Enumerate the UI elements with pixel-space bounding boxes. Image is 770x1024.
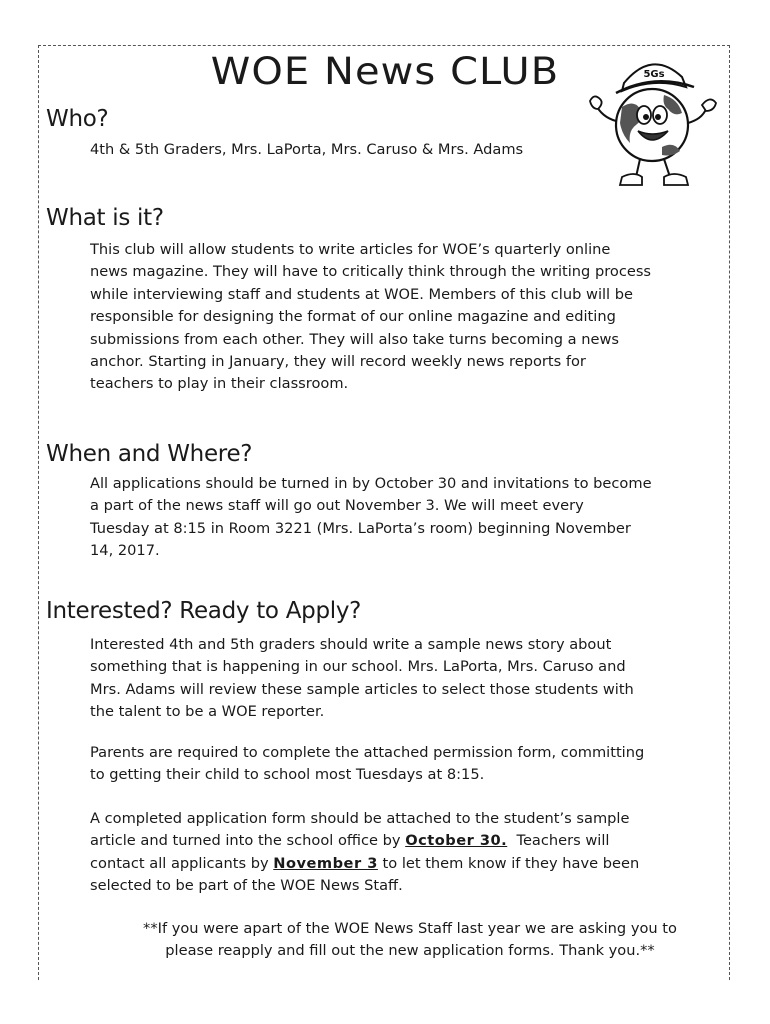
what-line: responsible for designing the format of our online magazine and editing: [90, 308, 616, 326]
note-line: **If you were apart of the WOE News Staff last year we are asking you to: [143, 920, 677, 937]
section-heading-apply: Interested? Ready to Apply?: [46, 598, 362, 624]
deadline-november: November 3: [273, 854, 378, 872]
section-heading-who: Who?: [46, 106, 109, 132]
apply-paragraph-3: [90, 808, 720, 898]
section-heading-when: When and Where?: [46, 441, 253, 467]
apply-line: Parents are required to complete the attached permission form, committing: [90, 744, 645, 761]
what-line: This club will allow students to write articles for WOE’s quarterly online: [90, 241, 611, 258]
when-text: [90, 473, 720, 563]
apply-line: the talent to be a WOE reporter.: [90, 703, 325, 721]
when-line: 14, 2017.: [90, 542, 160, 560]
when-line: All applications should be turned in by October 30 and invitations to become: [90, 475, 652, 492]
when-line: Tuesday at 8:15 in Room 3221 (Mrs. LaPorta’s room) beginning November: [90, 519, 631, 537]
globe-mascot-illustration: [582, 47, 722, 195]
apply-paragraph-2: [90, 742, 720, 787]
reapply-note: [90, 918, 730, 963]
apply-text: Teachers will: [507, 832, 610, 850]
mascot-badge-text: 5Gs: [643, 69, 665, 80]
apply-text: contact all applicants by: [90, 854, 274, 872]
apply-line: A completed application form should be attached to the student’s sample: [90, 810, 630, 827]
apply-line: [90, 830, 720, 852]
apply-line: selected to be part of the WOE News Staff.: [90, 877, 403, 895]
deadline-october: October 30.: [405, 832, 508, 850]
apply-line: Interested 4th and 5th graders should write a sample news story about: [90, 636, 612, 653]
what-line: teachers to play in their classroom.: [90, 375, 349, 393]
section-heading-what: What is it?: [46, 205, 164, 231]
what-line: anchor. Starting in January, they will record weekly news reports for: [90, 353, 586, 371]
when-line: a part of the news staff will go out November 3. We will meet every: [90, 497, 584, 515]
who-text: [90, 139, 720, 161]
apply-text: to let them know if they have been: [377, 854, 640, 872]
what-line: while interviewing staff and students at WOE. Members of this club will be: [90, 285, 633, 303]
who-line: 4th & 5th Graders, Mrs. LaPorta, Mrs. Caruso & Mrs. Adams: [90, 141, 524, 158]
apply-line: to getting their child to school most Tuesdays at 8:15.: [90, 766, 485, 784]
flyer-title: WOE News CLUB: [210, 50, 560, 93]
apply-line: something that is happening in our school. Mrs. LaPorta, Mrs. Caruso and: [90, 658, 626, 676]
what-line: news magazine. They will have to critically think through the writing process: [90, 263, 652, 281]
apply-line: [90, 853, 720, 875]
apply-line: Mrs. Adams will review these sample articles to select those students with: [90, 680, 634, 698]
what-line: submissions from each other. They will also take turns becoming a news: [90, 330, 620, 348]
note-line: please reapply and fill out the new application forms. Thank you.**: [165, 942, 655, 960]
apply-text: article and turned into the school office by: [90, 832, 406, 850]
what-text: [90, 239, 720, 396]
apply-paragraph-1: [90, 634, 720, 724]
